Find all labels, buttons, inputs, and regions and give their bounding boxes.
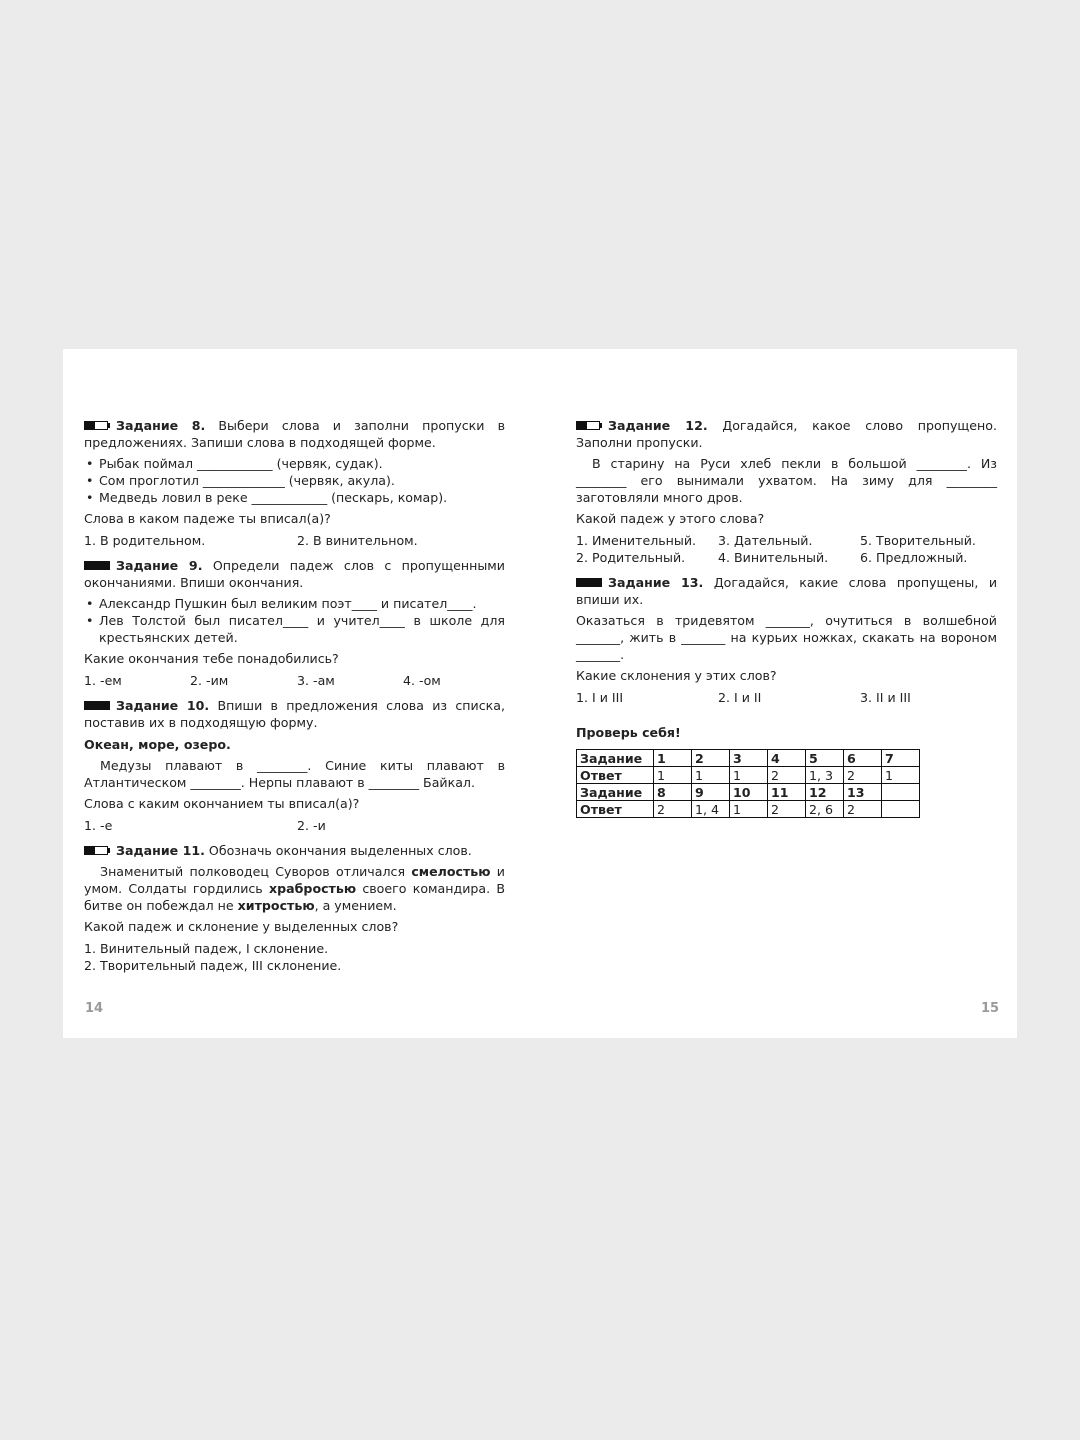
answer-option: 4. Винительный. (718, 550, 829, 565)
answer-option: 1. -ем (84, 673, 122, 688)
right-page (576, 417, 997, 818)
table-cell: 1 (730, 801, 768, 818)
task-9-title: Задание 9. (116, 558, 203, 573)
highlighted-word: храбростью (269, 881, 357, 896)
task-13-question: Какие склонения у этих слов? (576, 668, 777, 683)
task-10-text: Впиши в предложения слова из списка, поставив их в подходящую форму. (84, 698, 505, 730)
answer-option: 2. Родительный. (576, 550, 686, 565)
body-text: своего командира. В битве он побеждал не (84, 881, 505, 913)
answer-option: 1. Именительный. (576, 533, 697, 548)
answer-option: 3. II и III (860, 690, 911, 705)
task-13 (576, 574, 997, 706)
task-11-text: Обозначь окончания выделенных слов. (208, 843, 472, 858)
task-12 (576, 417, 997, 566)
task-12-body: В старину на Руси хлеб пекли в большой ________. Из ________ его вынимали ухватом. На зиму для ________ заготовляли много дров. (576, 456, 997, 505)
table-cell: 2 (692, 750, 730, 767)
table-cell: 1 (692, 767, 730, 784)
highlighted-word: смелостью (411, 864, 491, 879)
task-10-body: Медузы плавают в ________. Синие киты плавают в Атлантическом ________. Нерпы плавают в ________ Байкал. (84, 758, 505, 790)
table-row-label: Задание (577, 750, 654, 767)
answer-option: 1. В родительном. (84, 533, 206, 548)
task-8-title: Задание 8. (116, 418, 206, 433)
table-row-label: Ответ (577, 767, 654, 784)
table-row (577, 784, 920, 801)
table-cell: 1 (882, 767, 920, 784)
answer-option: 5. Творительный. (860, 533, 976, 548)
table-cell: 1 (654, 750, 692, 767)
task-8-options (84, 532, 505, 549)
task-13-title: Задание 13. (608, 575, 704, 590)
table-cell: 6 (844, 750, 882, 767)
task-12-header (576, 417, 997, 451)
task-11-body (84, 863, 505, 914)
answer-option: 2. Творительный падеж, III склонение. (84, 958, 342, 973)
task-12-question: Какой падеж у этого слова? (576, 511, 765, 526)
table-cell: 10 (730, 784, 768, 801)
table-cell: 9 (692, 784, 730, 801)
table-cell: 3 (730, 750, 768, 767)
body-text: и умом. Солдаты гордились (84, 864, 505, 896)
task-9-items (84, 595, 505, 646)
task-12-text: Догадайся, какое слово пропущено. Заполни пропуски. (576, 418, 997, 450)
table-cell: 5 (806, 750, 844, 767)
task-8-question: Слова в каком падеже ты вписал(а)? (84, 511, 331, 526)
task-10 (84, 697, 505, 834)
table-cell: 1 (654, 767, 692, 784)
table-cell: 2 (844, 767, 882, 784)
table-cell: 1, 4 (692, 801, 730, 818)
table-cell: 1, 3 (806, 767, 844, 784)
answer-option: 2. -и (297, 818, 326, 833)
answer-option: 1. -е (84, 818, 113, 833)
table-cell: 7 (882, 750, 920, 767)
answer-option: 3. -ам (297, 673, 335, 688)
task-8-header (84, 417, 505, 451)
page-number-right: 15 (981, 1001, 1000, 1016)
task-9-options (84, 672, 505, 689)
task-13-options (576, 689, 997, 706)
task-11-header (84, 842, 505, 859)
difficulty-marker-icon (84, 421, 110, 430)
table-cell: 2, 6 (806, 801, 844, 818)
task-11-title: Задание 11. (116, 843, 205, 858)
task-9-text: Определи падеж слов с пропущенными окончаниями. Впиши окончания. (84, 558, 505, 590)
task-10-options (84, 817, 505, 834)
list-item: • Сом проглотил _____________ (червяк, акула). (84, 472, 505, 489)
answer-option: 6. Предложный. (860, 550, 968, 565)
table-cell: 12 (806, 784, 844, 801)
task-9-header (84, 557, 505, 591)
table-row-label: Ответ (577, 801, 654, 818)
table-cell: 2 (768, 767, 806, 784)
book-spread (63, 349, 1017, 1038)
table-cell: 2 (654, 801, 692, 818)
list-item: • Лев Толстой был писател____ и учител____ в школе для крестьянских детей. (84, 612, 505, 646)
answer-option: 2. В винительном. (297, 533, 418, 548)
difficulty-marker-icon (84, 701, 110, 710)
task-10-word-list: Океан, море, озеро. (84, 737, 231, 752)
answer-option: 1. I и III (576, 690, 624, 705)
answer-option: 2. I и II (718, 690, 762, 705)
table-row (577, 750, 920, 767)
task-9 (84, 557, 505, 689)
task-8 (84, 417, 505, 549)
task-10-title: Задание 10. (116, 698, 210, 713)
body-text: Знаменитый полководец Суворов отличался (100, 864, 412, 879)
task-8-text: Выбери слова и заполни пропуски в предложениях. Запиши слова в подходящей форме. (84, 418, 505, 450)
self-check-title: Проверь себя! (576, 725, 681, 740)
task-13-header (576, 574, 997, 608)
table-cell: 2 (844, 801, 882, 818)
list-item: • Александр Пушкин был великим поэт____ и писател____. (84, 595, 505, 612)
difficulty-marker-icon (84, 846, 110, 855)
left-page (84, 417, 505, 982)
task-11 (84, 842, 505, 974)
task-13-body: Оказаться в тридевятом _______, очутиться в волшебной _______, жить в _______ на курьих ножках, скакать на вороном _______. (576, 613, 997, 662)
answer-table (576, 749, 920, 818)
answer-option: 3. Дательный. (718, 533, 813, 548)
table-cell: 13 (844, 784, 882, 801)
table-cell: 8 (654, 784, 692, 801)
table-cell (882, 801, 920, 818)
difficulty-marker-icon (576, 578, 602, 587)
task-11-options (84, 940, 505, 974)
table-row (577, 767, 920, 784)
task-8-items (84, 455, 505, 506)
task-11-question: Какой падеж и склонение у выделенных слов? (84, 919, 399, 934)
list-item: • Рыбак поймал ____________ (червяк, судак). (84, 455, 505, 472)
answer-option: 4. -ом (403, 673, 441, 688)
table-cell (882, 784, 920, 801)
table-cell: 11 (768, 784, 806, 801)
table-row-label: Задание (577, 784, 654, 801)
answer-option: 1. Винительный падеж, I склонение. (84, 941, 329, 956)
task-12-options (576, 532, 997, 566)
task-9-question: Какие окончания тебе понадобились? (84, 651, 339, 666)
table-cell: 2 (768, 801, 806, 818)
difficulty-marker-icon (84, 561, 110, 570)
task-12-title: Задание 12. (608, 418, 708, 433)
highlighted-word: хитростью (237, 898, 315, 913)
table-cell: 4 (768, 750, 806, 767)
task-10-header (84, 697, 505, 731)
answer-option: 2. -им (190, 673, 229, 688)
list-item: • Медведь ловил в реке ____________ (пескарь, комар). (84, 489, 505, 506)
task-10-question: Слова с каким окончанием ты вписал(а)? (84, 796, 360, 811)
task-13-text: Догадайся, какие слова пропущены, и впиши их. (576, 575, 997, 607)
table-cell: 1 (730, 767, 768, 784)
table-row (577, 801, 920, 818)
body-text: , а умением. (314, 898, 397, 913)
page-number-left: 14 (85, 1001, 104, 1016)
difficulty-marker-icon (576, 421, 602, 430)
